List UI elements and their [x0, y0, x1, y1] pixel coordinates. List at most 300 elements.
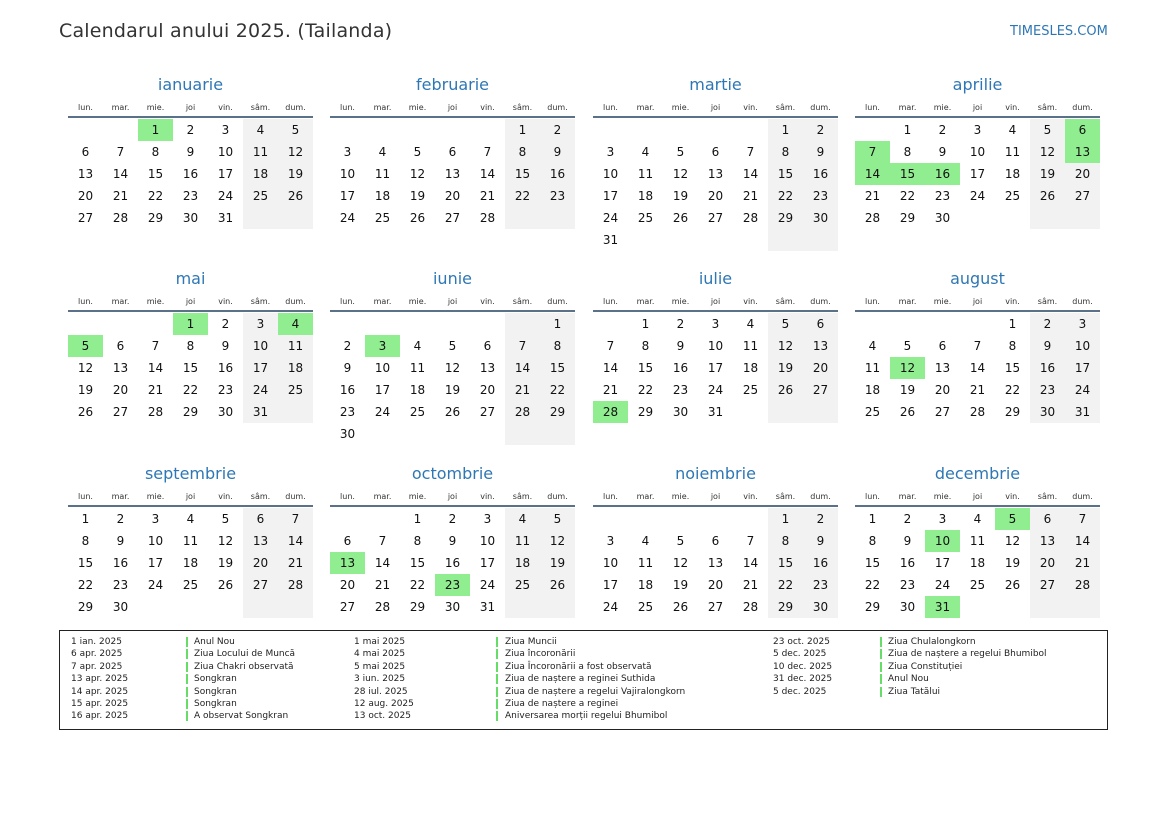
- day-cell: 18: [1004, 167, 1021, 181]
- day-cell: 27: [77, 211, 94, 225]
- holiday-marker: [186, 687, 188, 697]
- day-grid: [68, 313, 313, 445]
- month-name: iulie: [698, 269, 733, 288]
- weekday-header: [330, 103, 575, 117]
- weekday-label: sâm.: [775, 103, 796, 112]
- day-cell: 3: [483, 512, 492, 526]
- holiday-day: 14: [855, 163, 890, 185]
- day-cell: 25: [969, 578, 986, 592]
- site-link[interactable]: TIMESLES.COM: [1010, 24, 1108, 39]
- weekday-label: lun.: [603, 492, 618, 501]
- day-cell: 21: [864, 189, 881, 203]
- day-cell: 12: [409, 167, 426, 181]
- weekday-label: mie.: [671, 103, 690, 112]
- weekday-label: dum.: [285, 492, 306, 501]
- day-cell: 12: [287, 145, 304, 159]
- holiday-name: Ziua Chakri observată: [194, 661, 294, 672]
- weekday-header: [855, 297, 1100, 311]
- day-cell: 22: [777, 578, 794, 592]
- holiday-name: A observat Songkran: [194, 711, 289, 722]
- day-cell: 1: [518, 123, 527, 137]
- day-cell: 1: [413, 512, 422, 526]
- weekday-label: joi: [185, 492, 196, 501]
- day-cell: 24: [479, 578, 496, 592]
- weekday-label: mie.: [146, 103, 165, 112]
- holiday-day: 28: [593, 401, 628, 423]
- holiday-date: 14 apr. 2025: [71, 686, 129, 697]
- day-cell: 3: [1078, 317, 1087, 331]
- day-cell: 5: [448, 339, 457, 353]
- day-cell: 18: [374, 189, 391, 203]
- day-cell: 21: [147, 383, 164, 397]
- day-cell: 13: [252, 534, 269, 548]
- weekday-label: joi: [185, 297, 196, 306]
- weekday-header: [593, 492, 838, 506]
- day-cell: 21: [287, 556, 304, 570]
- day-cell: 13: [812, 339, 829, 353]
- day-grid: [593, 313, 838, 445]
- day-cell: 6: [711, 145, 720, 159]
- weekday-label: mie.: [408, 103, 427, 112]
- day-cell: 26: [899, 405, 916, 419]
- day-cell: 5: [676, 534, 685, 548]
- day-cell: 18: [514, 556, 531, 570]
- holiday-name: Ziua de naștere a reginei Suthida: [505, 674, 656, 685]
- day-cell: 30: [812, 600, 829, 614]
- holiday-date: 16 apr. 2025: [71, 711, 129, 722]
- day-cell: 29: [899, 211, 916, 225]
- day-cell: 10: [707, 339, 724, 353]
- day-cell: 22: [182, 383, 199, 397]
- day-grid: [855, 119, 1100, 251]
- holiday-legend: [59, 630, 1108, 730]
- day-cell: 18: [637, 578, 654, 592]
- day-cell: 12: [777, 339, 794, 353]
- weekday-label: vin.: [743, 492, 758, 501]
- day-cell: 23: [182, 189, 199, 203]
- day-cell: 4: [1008, 123, 1017, 137]
- day-cell: 2: [816, 512, 825, 526]
- day-cell: 10: [969, 145, 986, 159]
- day-cell: 27: [812, 383, 829, 397]
- holiday-name: Anul Nou: [194, 637, 235, 647]
- holiday-name: Songkran: [194, 686, 237, 697]
- day-grid: [593, 119, 838, 251]
- day-cell: 11: [409, 361, 426, 375]
- month-name: decembrie: [934, 464, 1021, 483]
- month-name: martie: [689, 75, 742, 94]
- header-divider: [855, 505, 1100, 507]
- day-grid: [68, 508, 313, 640]
- day-grid: [330, 313, 575, 445]
- day-grid: [68, 119, 313, 251]
- weekday-label: dum.: [810, 103, 831, 112]
- weekday-label: mar.: [636, 492, 655, 501]
- day-cell: 7: [291, 512, 300, 526]
- day-cell: 31: [1074, 405, 1091, 419]
- day-cell: 23: [672, 383, 689, 397]
- day-cell: 13: [934, 361, 951, 375]
- day-cell: 20: [339, 578, 356, 592]
- day-cell: 13: [444, 167, 461, 181]
- weekday-label: mar.: [636, 103, 655, 112]
- holiday-date: 1 mai 2025: [354, 637, 406, 647]
- day-cell: 15: [77, 556, 94, 570]
- day-cell: 18: [252, 167, 269, 181]
- weekday-label: joi: [972, 103, 983, 112]
- day-cell: 26: [777, 383, 794, 397]
- day-cell: 6: [81, 145, 90, 159]
- day-cell: 7: [973, 339, 982, 353]
- holiday-date: 15 apr. 2025: [71, 698, 129, 709]
- day-cell: 24: [252, 383, 269, 397]
- holiday-marker: [186, 699, 188, 709]
- day-cell: 3: [343, 145, 352, 159]
- day-cell: 12: [444, 361, 461, 375]
- header-divider: [593, 505, 838, 507]
- weekday-header: [330, 297, 575, 311]
- day-cell: 10: [217, 145, 234, 159]
- holiday-date: 13 apr. 2025: [71, 674, 129, 685]
- day-cell: 22: [514, 189, 531, 203]
- weekday-label: lun.: [78, 297, 93, 306]
- weekday-label: mar.: [111, 297, 130, 306]
- holiday-name: Ziua Locului de Muncă: [194, 649, 296, 660]
- day-cell: 29: [77, 600, 94, 614]
- day-cell: 29: [147, 211, 164, 225]
- weekday-label: lun.: [340, 103, 355, 112]
- day-cell: 7: [518, 339, 527, 353]
- header-divider: [68, 505, 313, 507]
- day-cell: 24: [602, 211, 619, 225]
- holiday-day: 6: [1065, 119, 1100, 141]
- holiday-marker: [186, 662, 188, 672]
- day-cell: 9: [938, 145, 947, 159]
- day-cell: 19: [444, 383, 461, 397]
- day-cell: 9: [448, 534, 457, 548]
- holiday-day: 5: [68, 335, 103, 357]
- day-cell: 30: [672, 405, 689, 419]
- day-cell: 24: [934, 578, 951, 592]
- day-cell: 26: [287, 189, 304, 203]
- day-cell: 8: [781, 534, 790, 548]
- day-cell: 26: [672, 600, 689, 614]
- day-cell: 17: [707, 361, 724, 375]
- day-cell: 17: [252, 361, 269, 375]
- holiday-name: Ziua Tatălui: [888, 686, 941, 697]
- holiday-day: 7: [855, 141, 890, 163]
- holiday-marker: [880, 649, 882, 659]
- day-cell: 30: [339, 427, 356, 441]
- day-cell: 7: [116, 145, 125, 159]
- day-cell: 26: [549, 578, 566, 592]
- day-cell: 3: [973, 123, 982, 137]
- day-cell: 15: [864, 556, 881, 570]
- holiday-marker: [496, 662, 498, 672]
- day-cell: 3: [606, 534, 615, 548]
- day-cell: 24: [374, 405, 391, 419]
- weekday-label: dum.: [547, 297, 568, 306]
- holiday-date: 12 aug. 2025: [354, 698, 414, 709]
- day-cell: 22: [77, 578, 94, 592]
- day-cell: 25: [409, 405, 426, 419]
- day-cell: 4: [378, 145, 387, 159]
- weekday-label: mar.: [373, 297, 392, 306]
- day-cell: 1: [1008, 317, 1017, 331]
- day-cell: 22: [409, 578, 426, 592]
- weekday-label: sâm.: [512, 492, 533, 501]
- day-cell: 1: [868, 512, 877, 526]
- holiday-name: Ziua de naștere a regelui Vajiralongkorn: [505, 686, 686, 697]
- weekday-label: mie.: [408, 492, 427, 501]
- day-cell: 13: [112, 361, 129, 375]
- day-cell: 6: [711, 534, 720, 548]
- day-cell: 27: [444, 211, 461, 225]
- day-cell: 26: [672, 211, 689, 225]
- day-cell: 18: [969, 556, 986, 570]
- day-cell: 8: [868, 534, 877, 548]
- day-cell: 15: [777, 167, 794, 181]
- day-grid: [855, 508, 1100, 640]
- holiday-marker: [880, 687, 882, 697]
- day-cell: 13: [479, 361, 496, 375]
- weekday-label: lun.: [78, 103, 93, 112]
- weekday-label: dum.: [810, 492, 831, 501]
- day-cell: 16: [444, 556, 461, 570]
- day-cell: 19: [777, 361, 794, 375]
- weekday-header: [330, 492, 575, 506]
- day-cell: 23: [217, 383, 234, 397]
- holiday-day: 10: [925, 530, 960, 552]
- day-cell: 5: [413, 145, 422, 159]
- day-cell: 24: [339, 211, 356, 225]
- day-cell: 14: [112, 167, 129, 181]
- holiday-marker: [186, 637, 188, 647]
- weekday-label: lun.: [865, 103, 880, 112]
- day-cell: 10: [374, 361, 391, 375]
- day-cell: 9: [1043, 339, 1052, 353]
- day-cell: 11: [287, 339, 304, 353]
- weekday-label: vin.: [1005, 297, 1020, 306]
- day-cell: 6: [938, 339, 947, 353]
- day-cell: 29: [777, 600, 794, 614]
- day-cell: 20: [707, 578, 724, 592]
- day-cell: 8: [151, 145, 160, 159]
- day-cell: 17: [374, 383, 391, 397]
- day-cell: 13: [1039, 534, 1056, 548]
- day-cell: 15: [549, 361, 566, 375]
- day-cell: 19: [672, 189, 689, 203]
- weekday-label: vin.: [1005, 492, 1020, 501]
- holiday-day: 1: [138, 119, 173, 141]
- day-cell: 9: [816, 534, 825, 548]
- day-cell: 23: [934, 189, 951, 203]
- day-cell: 18: [409, 383, 426, 397]
- day-cell: 4: [746, 317, 755, 331]
- day-cell: 24: [707, 383, 724, 397]
- day-cell: 31: [602, 233, 619, 247]
- day-cell: 22: [777, 189, 794, 203]
- month-name: iunie: [432, 269, 472, 288]
- day-cell: 2: [903, 512, 912, 526]
- holiday-date: 7 apr. 2025: [71, 661, 123, 672]
- holiday-name: Ziua Constituției: [888, 661, 963, 672]
- day-cell: 7: [483, 145, 492, 159]
- weekday-label: joi: [710, 492, 721, 501]
- day-cell: 7: [746, 534, 755, 548]
- day-cell: 4: [868, 339, 877, 353]
- weekday-label: vin.: [480, 492, 495, 501]
- weekday-label: mie.: [933, 103, 952, 112]
- day-cell: 20: [934, 383, 951, 397]
- day-cell: 2: [1043, 317, 1052, 331]
- day-cell: 10: [602, 556, 619, 570]
- day-cell: 30: [1039, 405, 1056, 419]
- weekday-label: mar.: [373, 103, 392, 112]
- holiday-date: 13 oct. 2025: [354, 711, 411, 722]
- day-cell: 4: [186, 512, 195, 526]
- month-name: aprilie: [952, 75, 1003, 94]
- day-cell: 18: [287, 361, 304, 375]
- holiday-marker: [186, 711, 188, 721]
- weekday-label: joi: [447, 103, 458, 112]
- day-grid: [855, 313, 1100, 445]
- weekday-label: mar.: [111, 103, 130, 112]
- weekday-label: lun.: [78, 492, 93, 501]
- day-cell: 20: [444, 189, 461, 203]
- day-cell: 23: [812, 578, 829, 592]
- day-cell: 24: [602, 600, 619, 614]
- weekday-label: sâm.: [512, 103, 533, 112]
- weekday-header: [68, 492, 313, 506]
- day-cell: 17: [147, 556, 164, 570]
- day-cell: 28: [969, 405, 986, 419]
- day-cell: 3: [711, 317, 720, 331]
- day-cell: 10: [339, 167, 356, 181]
- weekday-label: sâm.: [250, 297, 271, 306]
- day-cell: 27: [707, 211, 724, 225]
- day-cell: 28: [374, 600, 391, 614]
- day-cell: 5: [553, 512, 562, 526]
- day-cell: 23: [1039, 383, 1056, 397]
- holiday-marker: [496, 699, 498, 709]
- day-cell: 15: [147, 167, 164, 181]
- day-cell: 25: [252, 189, 269, 203]
- day-cell: 2: [938, 123, 947, 137]
- weekday-label: sâm.: [1037, 492, 1058, 501]
- page-title: Calendarul anului 2025. (Tailanda): [59, 20, 393, 42]
- weekday-label: lun.: [603, 297, 618, 306]
- weekday-label: joi: [972, 297, 983, 306]
- day-cell: 17: [934, 556, 951, 570]
- day-cell: 2: [676, 317, 685, 331]
- weekday-label: mar.: [111, 492, 130, 501]
- day-cell: 26: [217, 578, 234, 592]
- weekday-label: sâm.: [775, 492, 796, 501]
- day-cell: 20: [77, 189, 94, 203]
- day-cell: 21: [374, 578, 391, 592]
- weekday-label: joi: [185, 103, 196, 112]
- day-cell: 17: [217, 167, 234, 181]
- month-name: august: [950, 269, 1005, 288]
- weekday-label: joi: [710, 297, 721, 306]
- day-cell: 18: [742, 361, 759, 375]
- day-cell: 7: [151, 339, 160, 353]
- day-cell: 25: [287, 383, 304, 397]
- day-cell: 30: [182, 211, 199, 225]
- holiday-marker: [496, 711, 498, 721]
- day-cell: 16: [339, 383, 356, 397]
- day-cell: 22: [864, 578, 881, 592]
- day-cell: 8: [81, 534, 90, 548]
- day-cell: 25: [1004, 189, 1021, 203]
- day-cell: 22: [899, 189, 916, 203]
- day-cell: 25: [514, 578, 531, 592]
- header-divider: [593, 310, 838, 312]
- weekday-label: lun.: [340, 297, 355, 306]
- holiday-marker: [880, 674, 882, 684]
- weekday-label: dum.: [1072, 103, 1093, 112]
- day-cell: 17: [969, 167, 986, 181]
- day-cell: 19: [672, 578, 689, 592]
- holiday-name: Aniversarea morții regelui Bhumibol: [505, 711, 668, 722]
- weekday-header: [68, 103, 313, 117]
- day-cell: 8: [413, 534, 422, 548]
- day-cell: 14: [479, 167, 496, 181]
- holiday-marker: [186, 649, 188, 659]
- day-cell: 12: [672, 556, 689, 570]
- holiday-day: 16: [925, 163, 960, 185]
- day-cell: 17: [602, 578, 619, 592]
- day-cell: 11: [637, 556, 654, 570]
- day-cell: 26: [409, 211, 426, 225]
- day-cell: 29: [182, 405, 199, 419]
- day-cell: 31: [707, 405, 724, 419]
- day-cell: 27: [1039, 578, 1056, 592]
- day-cell: 1: [781, 512, 790, 526]
- weekday-label: dum.: [810, 297, 831, 306]
- holiday-day: 5: [995, 508, 1030, 530]
- weekday-label: dum.: [547, 103, 568, 112]
- day-cell: 2: [448, 512, 457, 526]
- weekday-label: vin.: [218, 103, 233, 112]
- day-cell: 16: [1039, 361, 1056, 375]
- header-divider: [855, 116, 1100, 118]
- day-cell: 29: [777, 211, 794, 225]
- header-divider: [855, 310, 1100, 312]
- day-cell: 19: [549, 556, 566, 570]
- day-cell: 14: [1074, 534, 1091, 548]
- holiday-day: 1: [173, 313, 208, 335]
- day-cell: 23: [112, 578, 129, 592]
- day-cell: 31: [217, 211, 234, 225]
- day-cell: 2: [186, 123, 195, 137]
- day-cell: 19: [409, 189, 426, 203]
- holiday-day: 23: [435, 574, 470, 596]
- day-cell: 9: [343, 361, 352, 375]
- day-cell: 14: [147, 361, 164, 375]
- day-cell: 22: [147, 189, 164, 203]
- day-cell: 23: [549, 189, 566, 203]
- day-cell: 9: [186, 145, 195, 159]
- holiday-marker: [880, 662, 882, 672]
- day-grid: [330, 508, 575, 640]
- weekday-label: lun.: [865, 297, 880, 306]
- day-cell: 12: [1004, 534, 1021, 548]
- day-cell: 10: [602, 167, 619, 181]
- day-cell: 12: [77, 361, 94, 375]
- weekday-label: sâm.: [775, 297, 796, 306]
